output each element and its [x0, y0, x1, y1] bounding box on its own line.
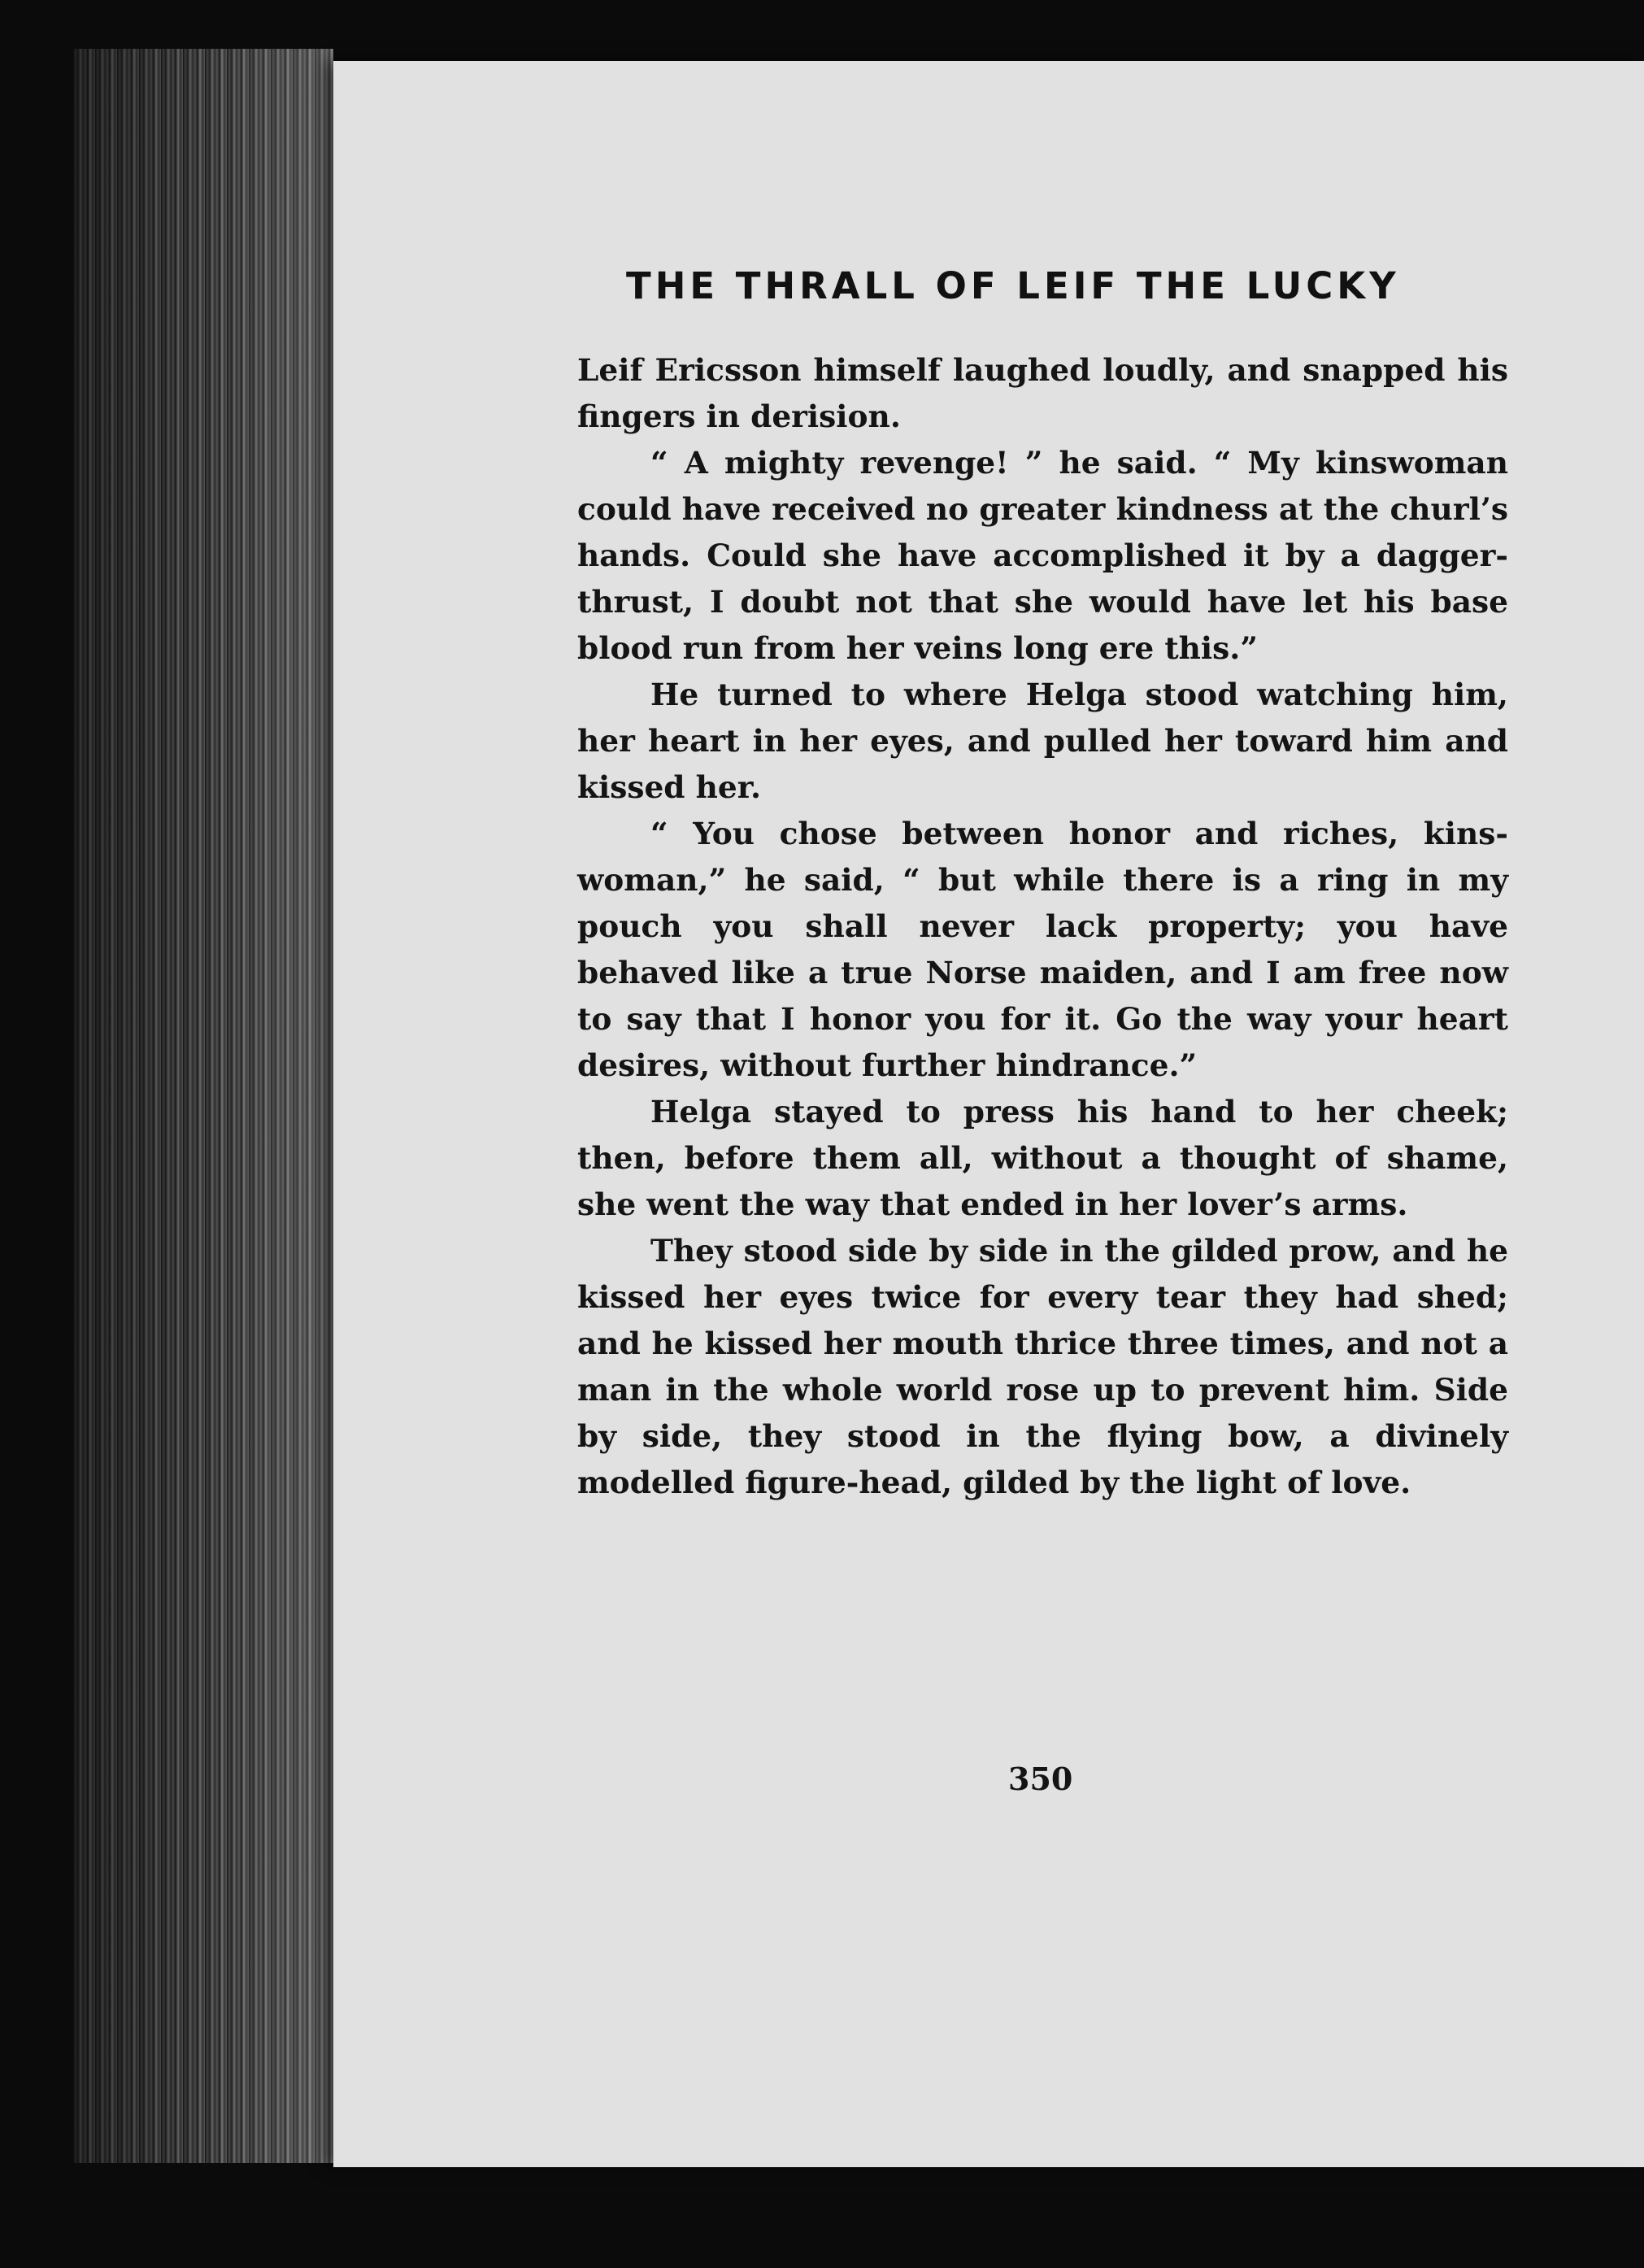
paragraph-4: “ You chose between honor and riches, kins-woman,” he said, “ but while there is a ring in my pouch you shall never lack property; you have behaved like a true Norse maiden, and I am free now to say that I honor you for it. Go the way your heart desires, without further hindrance.”: [577, 816, 1508, 1083]
paragraph-2: “ A mighty revenge! ” he said. “ My kinswoman could have received no greater kindness at the churl’s hands. Could she have accomplished it by a dagger-thrust, I doubt not that she would have let his base blood run from her veins long ere this.”: [577, 445, 1508, 666]
page-edges: [73, 49, 333, 2163]
body-text: [577, 347, 1508, 1506]
running-head: THE THRALL OF LEIF THE LUCKY: [626, 264, 1400, 307]
book-page: [333, 61, 1644, 2167]
paragraph-6: They stood side by side in the gilded prow, and he kissed her eyes twice for every tear they had shed; and he kissed her mouth thrice three times, and not a man in the whole world rose up to prevent him. Side by side, they stood in the flying bow, a divinely modelled ﬁgure-head, gilded by the light of love.: [577, 1233, 1508, 1500]
paragraph-5: Helga stayed to press his hand to her cheek; then, before them all, without a thought of shame, she went the way that ended in her lover’s arms.: [577, 1094, 1508, 1222]
paragraph-1: Leif Ericsson himself laughed loudly, and snapped his fingers in derision.: [577, 352, 1508, 434]
page-number: 350: [1008, 1761, 1073, 1797]
paragraph-3: He turned to where Helga stood watching him, her heart in her eyes, and pulled her toward him and kissed her.: [577, 677, 1508, 805]
